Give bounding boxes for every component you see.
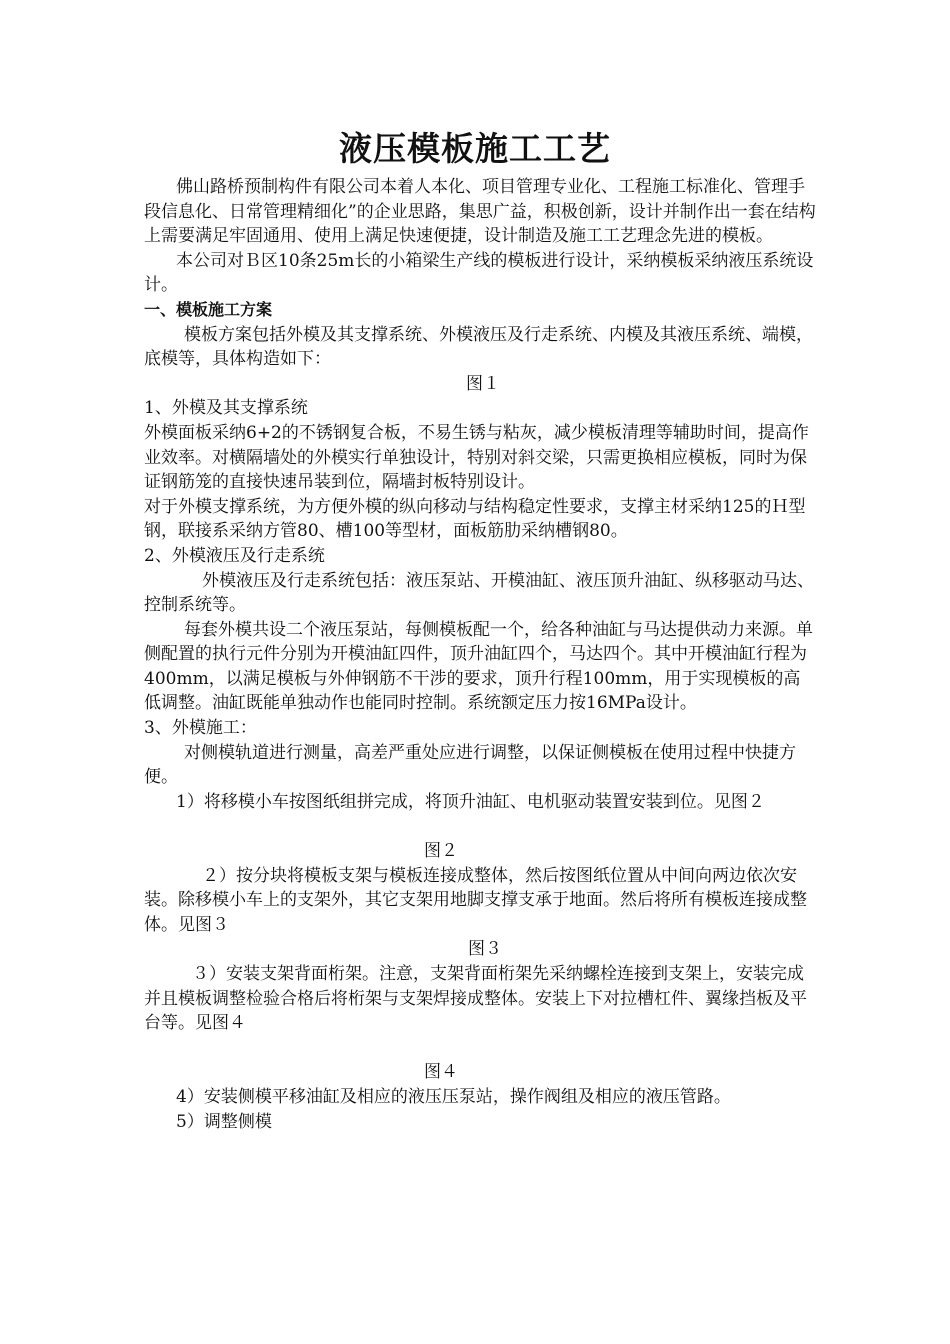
subsection-1-paragraph-2: 对于外模支撑系统，为方便外模的纵向移动与结构稳定性要求，支撑主材采纳125的Ｈ型钢，联接系采纳方管80、槽100等型材，面板筋肋采纳槽钢80。 bbox=[144, 496, 806, 542]
document-title: 液压模板施工工艺 bbox=[339, 129, 611, 168]
figure-4-caption: 图４ bbox=[424, 1062, 458, 1083]
subsection-2-paragraph-2: 每套外模共设二个液压泵站，每侧模板配一个，给各种油缸与马达提供动力来源。单侧配置的执行元件分别为开模油缸四件，顶升油缸四个，马达四个。其中开模油缸行程为400mm，以满足模板与外伸钢筋不干涉的要求，顶升行程100mm，用于实现模板的高低调整。油缸既能单独动作也能同时控制。系统额定压力按16MPa设计。 bbox=[144, 619, 813, 714]
figure-3-caption: 图３ bbox=[468, 939, 502, 960]
subsection-2-title: 2、外模液压及行走系统 bbox=[144, 545, 325, 566]
figure-1-caption: 图１ bbox=[466, 373, 500, 394]
subsection-3-paragraph-1: 对侧模轨道进行测量，高差严重处应进行调整，以保证侧模板在使用过程中快捷方便。 bbox=[144, 742, 796, 788]
intro-paragraph-2: 本公司对Ｂ区10条25m长的小箱梁生产线的模板进行设计，采纳模板采纳液压系统设计。 bbox=[144, 250, 814, 296]
section-heading: 一、模板施工方案 bbox=[144, 299, 273, 319]
document-body bbox=[144, 175, 816, 1134]
subsection-1-title: 1、外模及其支撑系统 bbox=[144, 398, 308, 419]
figure-2-space bbox=[144, 814, 816, 839]
step-5: 5）调整侧模 bbox=[176, 1111, 272, 1132]
step-4: 4）安装侧模平移油缸及相应的液压压泵站，操作阀组及相应的液压管路。 bbox=[176, 1086, 731, 1107]
figure-2-caption: 图２ bbox=[424, 841, 458, 862]
subsection-1-paragraph-1: 外模面板采纳6+2的不锈钢复合板，不易生锈与粘灰，减少模板清理等辅助时间，提高作业效率。对横隔墙处的外模实行单独设计，特别对斜交梁，只需更换相应模板，同时为保证钢筋笼的直接快速吊装到位，隔墙封板特别设计。 bbox=[144, 422, 809, 493]
subsection-2-paragraph-1: 外模液压及行走系统包括：液压泵站、开模油缸、液压顶升油缸、纵移驱动马达、控制系统等。 bbox=[144, 570, 814, 616]
figure-4-space bbox=[144, 1036, 816, 1061]
overview-paragraph: 模板方案包括外模及其支撑系统、外模液压及行走系统、内模及其液压系统、端模，底模等，具体构造如下： bbox=[144, 324, 813, 370]
step-3: ３）安装支架背面桁架。注意，支架背面桁架先采纳螺栓连接到支架上，安装完成并且模板调整检验合格后将桁架与支架焊接成整体。安装上下对拉槽杠件、翼缘挡板及平台等。见图４ bbox=[144, 964, 807, 1034]
step-1: 1）将移模小车按图纸组拼完成，将顶升油缸、电机驱动装置安装到位。见图２ bbox=[176, 791, 765, 812]
intro-paragraph-1: 佛山路桥预制构件有限公司本着人本化、项目管理专业化、工程施工标准化、管理手段信息化、日常管理精细化”的企业思路，集思广益，积极创新，设计并制作出一套在结构上需要满足牢固通用、使用上满足快速便捷，设计制造及施工工艺理念先进的模板。 bbox=[144, 177, 816, 247]
subsection-3-title: 3、外模施工： bbox=[144, 718, 257, 739]
step-2: ２）按分块将模板支架与模板连接成整体，然后按图纸位置从中间向两边依次安装。除移模小车上的支架外，其它支架用地脚支撑支承于地面。然后将所有模板连接成整体。见图３ bbox=[144, 865, 807, 935]
